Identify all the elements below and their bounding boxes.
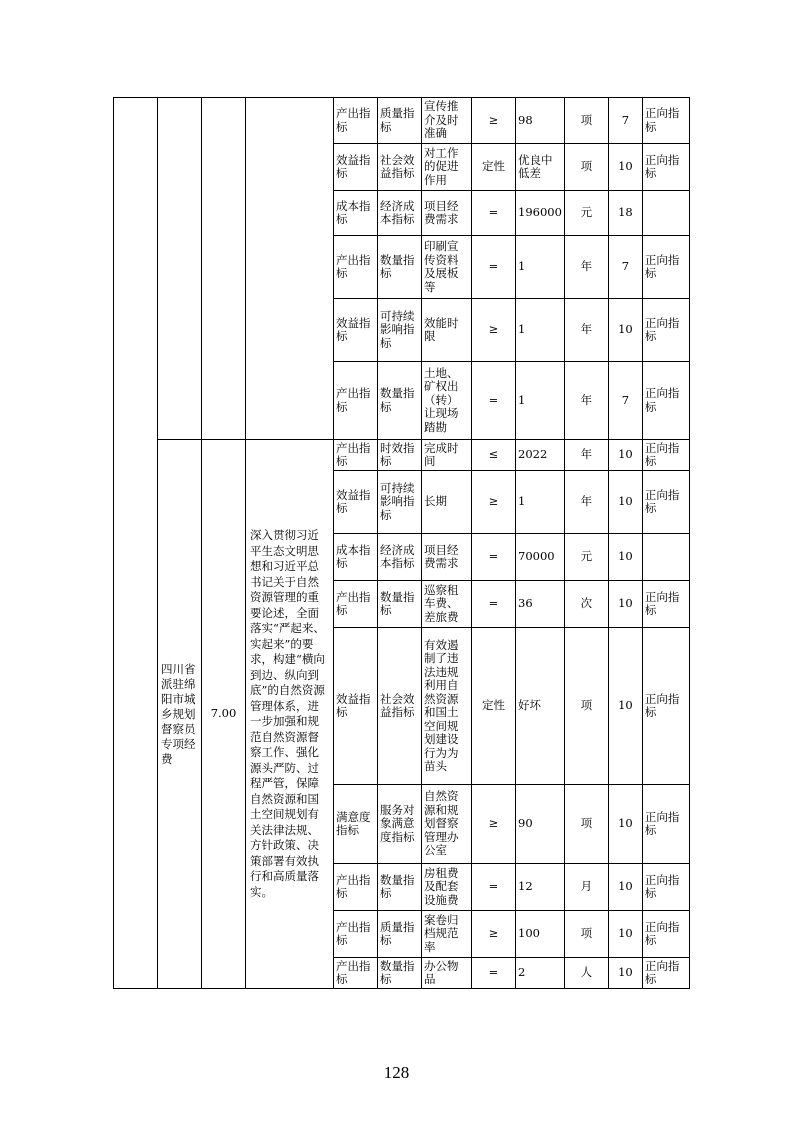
score: 10 [608,958,642,989]
level1-indicator: 满意度指标 [334,785,378,864]
target-value: 90 [516,785,565,864]
target-value: 2022 [516,440,565,471]
level3-indicator: 宣传推介及时准确 [422,98,472,144]
score: 10 [608,581,642,628]
level2-indicator: 服务对象满意度指标 [378,785,422,864]
org-cell [114,98,158,989]
level1-indicator: 效益指标 [334,471,378,534]
level3-indicator: 长期 [422,471,472,534]
unit: 项 [564,911,608,958]
target-value: 2 [516,958,565,989]
unit: 年 [564,471,608,534]
score: 10 [608,534,642,581]
level3-indicator: 办公物品 [422,958,472,989]
level2-indicator: 经济成本指标 [378,534,422,581]
level1-indicator: 产出指标 [334,440,378,471]
score: 18 [608,191,642,236]
level2-indicator: 时效指标 [378,440,422,471]
operator: ≥ [472,471,516,534]
level2-indicator: 数量指标 [378,362,422,440]
performance-table [113,97,690,989]
level1-indicator: 产出指标 [334,362,378,440]
operator: = [472,236,516,299]
direction [642,534,689,581]
unit: 项 [564,144,608,191]
operator: ≥ [472,299,516,362]
direction: 正向指标 [642,581,689,628]
target-value: 12 [516,864,565,911]
level1-indicator: 产出指标 [334,98,378,144]
direction: 正向指标 [642,628,689,785]
level1-indicator: 成本指标 [334,534,378,581]
direction [642,191,689,236]
operator: = [472,191,516,236]
direction: 正向指标 [642,864,689,911]
direction: 正向指标 [642,440,689,471]
level3-indicator: 土地、矿权出（转）让现场踏勘 [422,362,472,440]
level3-indicator: 效能时限 [422,299,472,362]
operator: = [472,864,516,911]
unit: 次 [564,581,608,628]
level2-indicator: 可持续影响指标 [378,471,422,534]
score: 10 [608,785,642,864]
level2-indicator: 质量指标 [378,911,422,958]
level1-indicator: 产出指标 [334,911,378,958]
score: 10 [608,628,642,785]
direction: 正向指标 [642,471,689,534]
direction: 正向指标 [642,236,689,299]
target-value: 1 [516,299,565,362]
level3-indicator: 房租费及配套设施费 [422,864,472,911]
score: 10 [608,864,642,911]
operator: 定性 [472,628,516,785]
target-value: 196000 [516,191,565,236]
level1-indicator: 效益指标 [334,144,378,191]
level2-indicator: 数量指标 [378,958,422,989]
operator: ≥ [472,911,516,958]
direction: 正向指标 [642,362,689,440]
level3-indicator: 自然资源和规划督察管理办公室 [422,785,472,864]
unit: 人 [564,958,608,989]
level2-indicator: 数量指标 [378,236,422,299]
score: 7 [608,236,642,299]
score: 10 [608,144,642,191]
target-value: 1 [516,362,565,440]
direction: 正向指标 [642,299,689,362]
level3-indicator: 完成时间 [422,440,472,471]
operator: = [472,534,516,581]
level2-indicator: 经济成本指标 [378,191,422,236]
level3-indicator: 巡察租车费、差旅费 [422,581,472,628]
level2-indicator: 数量指标 [378,864,422,911]
unit: 项 [564,628,608,785]
project-name-cell: 四川省派驻绵阳市城乡规划督察员专项经费 [158,440,202,989]
score: 7 [608,362,642,440]
unit: 年 [564,299,608,362]
score: 10 [608,471,642,534]
target-value: 70000 [516,534,565,581]
level1-indicator: 效益指标 [334,299,378,362]
table-row [114,98,690,144]
operator: = [472,958,516,989]
target-value: 36 [516,581,565,628]
unit: 月 [564,864,608,911]
direction: 正向指标 [642,785,689,864]
level1-indicator: 产出指标 [334,864,378,911]
goal-cell: 深入贯彻习近平生态文明思想和习近平总书记关于自然资源管理的重要论述，全面落实“严起来、实起来”的要求，构建“横向到边、纵向到底”的自然资源管理体系，进一步加强和规范自然资源督察工作、强化源头严防、过程严管，保障自然资源和国土空间规划有关法律法规、方针政策、决策部署有效执行和高质量落实。 [246,440,334,989]
operator: ≥ [472,98,516,144]
level3-indicator: 印刷宣传资料及展板等 [422,236,472,299]
score: 10 [608,440,642,471]
unit: 项 [564,98,608,144]
level2-indicator: 社会效益指标 [378,628,422,785]
target-value: 100 [516,911,565,958]
level2-indicator: 数量指标 [378,581,422,628]
amount-cell: 7.00 [202,440,246,989]
score: 10 [608,299,642,362]
target-value: 98 [516,98,565,144]
target-value: 1 [516,471,565,534]
unit: 项 [564,785,608,864]
level1-indicator: 产出指标 [334,236,378,299]
score: 10 [608,911,642,958]
project-name-cell [158,98,202,440]
operator: ≥ [472,785,516,864]
level3-indicator: 有效遏制了违法违规利用自然资源和国土空间规划建设行为为苗头 [422,628,472,785]
direction: 正向指标 [642,911,689,958]
level1-indicator: 产出指标 [334,958,378,989]
unit: 年 [564,362,608,440]
level2-indicator: 可持续影响指标 [378,299,422,362]
level2-indicator: 质量指标 [378,98,422,144]
unit: 元 [564,534,608,581]
target-value: 优良中低差 [516,144,565,191]
unit: 年 [564,440,608,471]
direction: 正向指标 [642,98,689,144]
direction: 正向指标 [642,144,689,191]
level3-indicator: 项目经费需求 [422,191,472,236]
target-value: 1 [516,236,565,299]
direction: 正向指标 [642,958,689,989]
page-number: 128 [383,1063,410,1082]
target-value: 好坏 [516,628,565,785]
level1-indicator: 成本指标 [334,191,378,236]
operator: 定性 [472,144,516,191]
level3-indicator: 案卷归档规范率 [422,911,472,958]
operator: ≤ [472,440,516,471]
amount-cell [202,98,246,440]
operator: = [472,581,516,628]
operator: = [472,362,516,440]
score: 7 [608,98,642,144]
level1-indicator: 产出指标 [334,581,378,628]
unit: 元 [564,191,608,236]
level3-indicator: 项目经费需求 [422,534,472,581]
table-row [114,440,690,471]
level3-indicator: 对工作的促进作用 [422,144,472,191]
level1-indicator: 效益指标 [334,628,378,785]
unit: 年 [564,236,608,299]
goal-cell [246,98,334,440]
level2-indicator: 社会效益指标 [378,144,422,191]
